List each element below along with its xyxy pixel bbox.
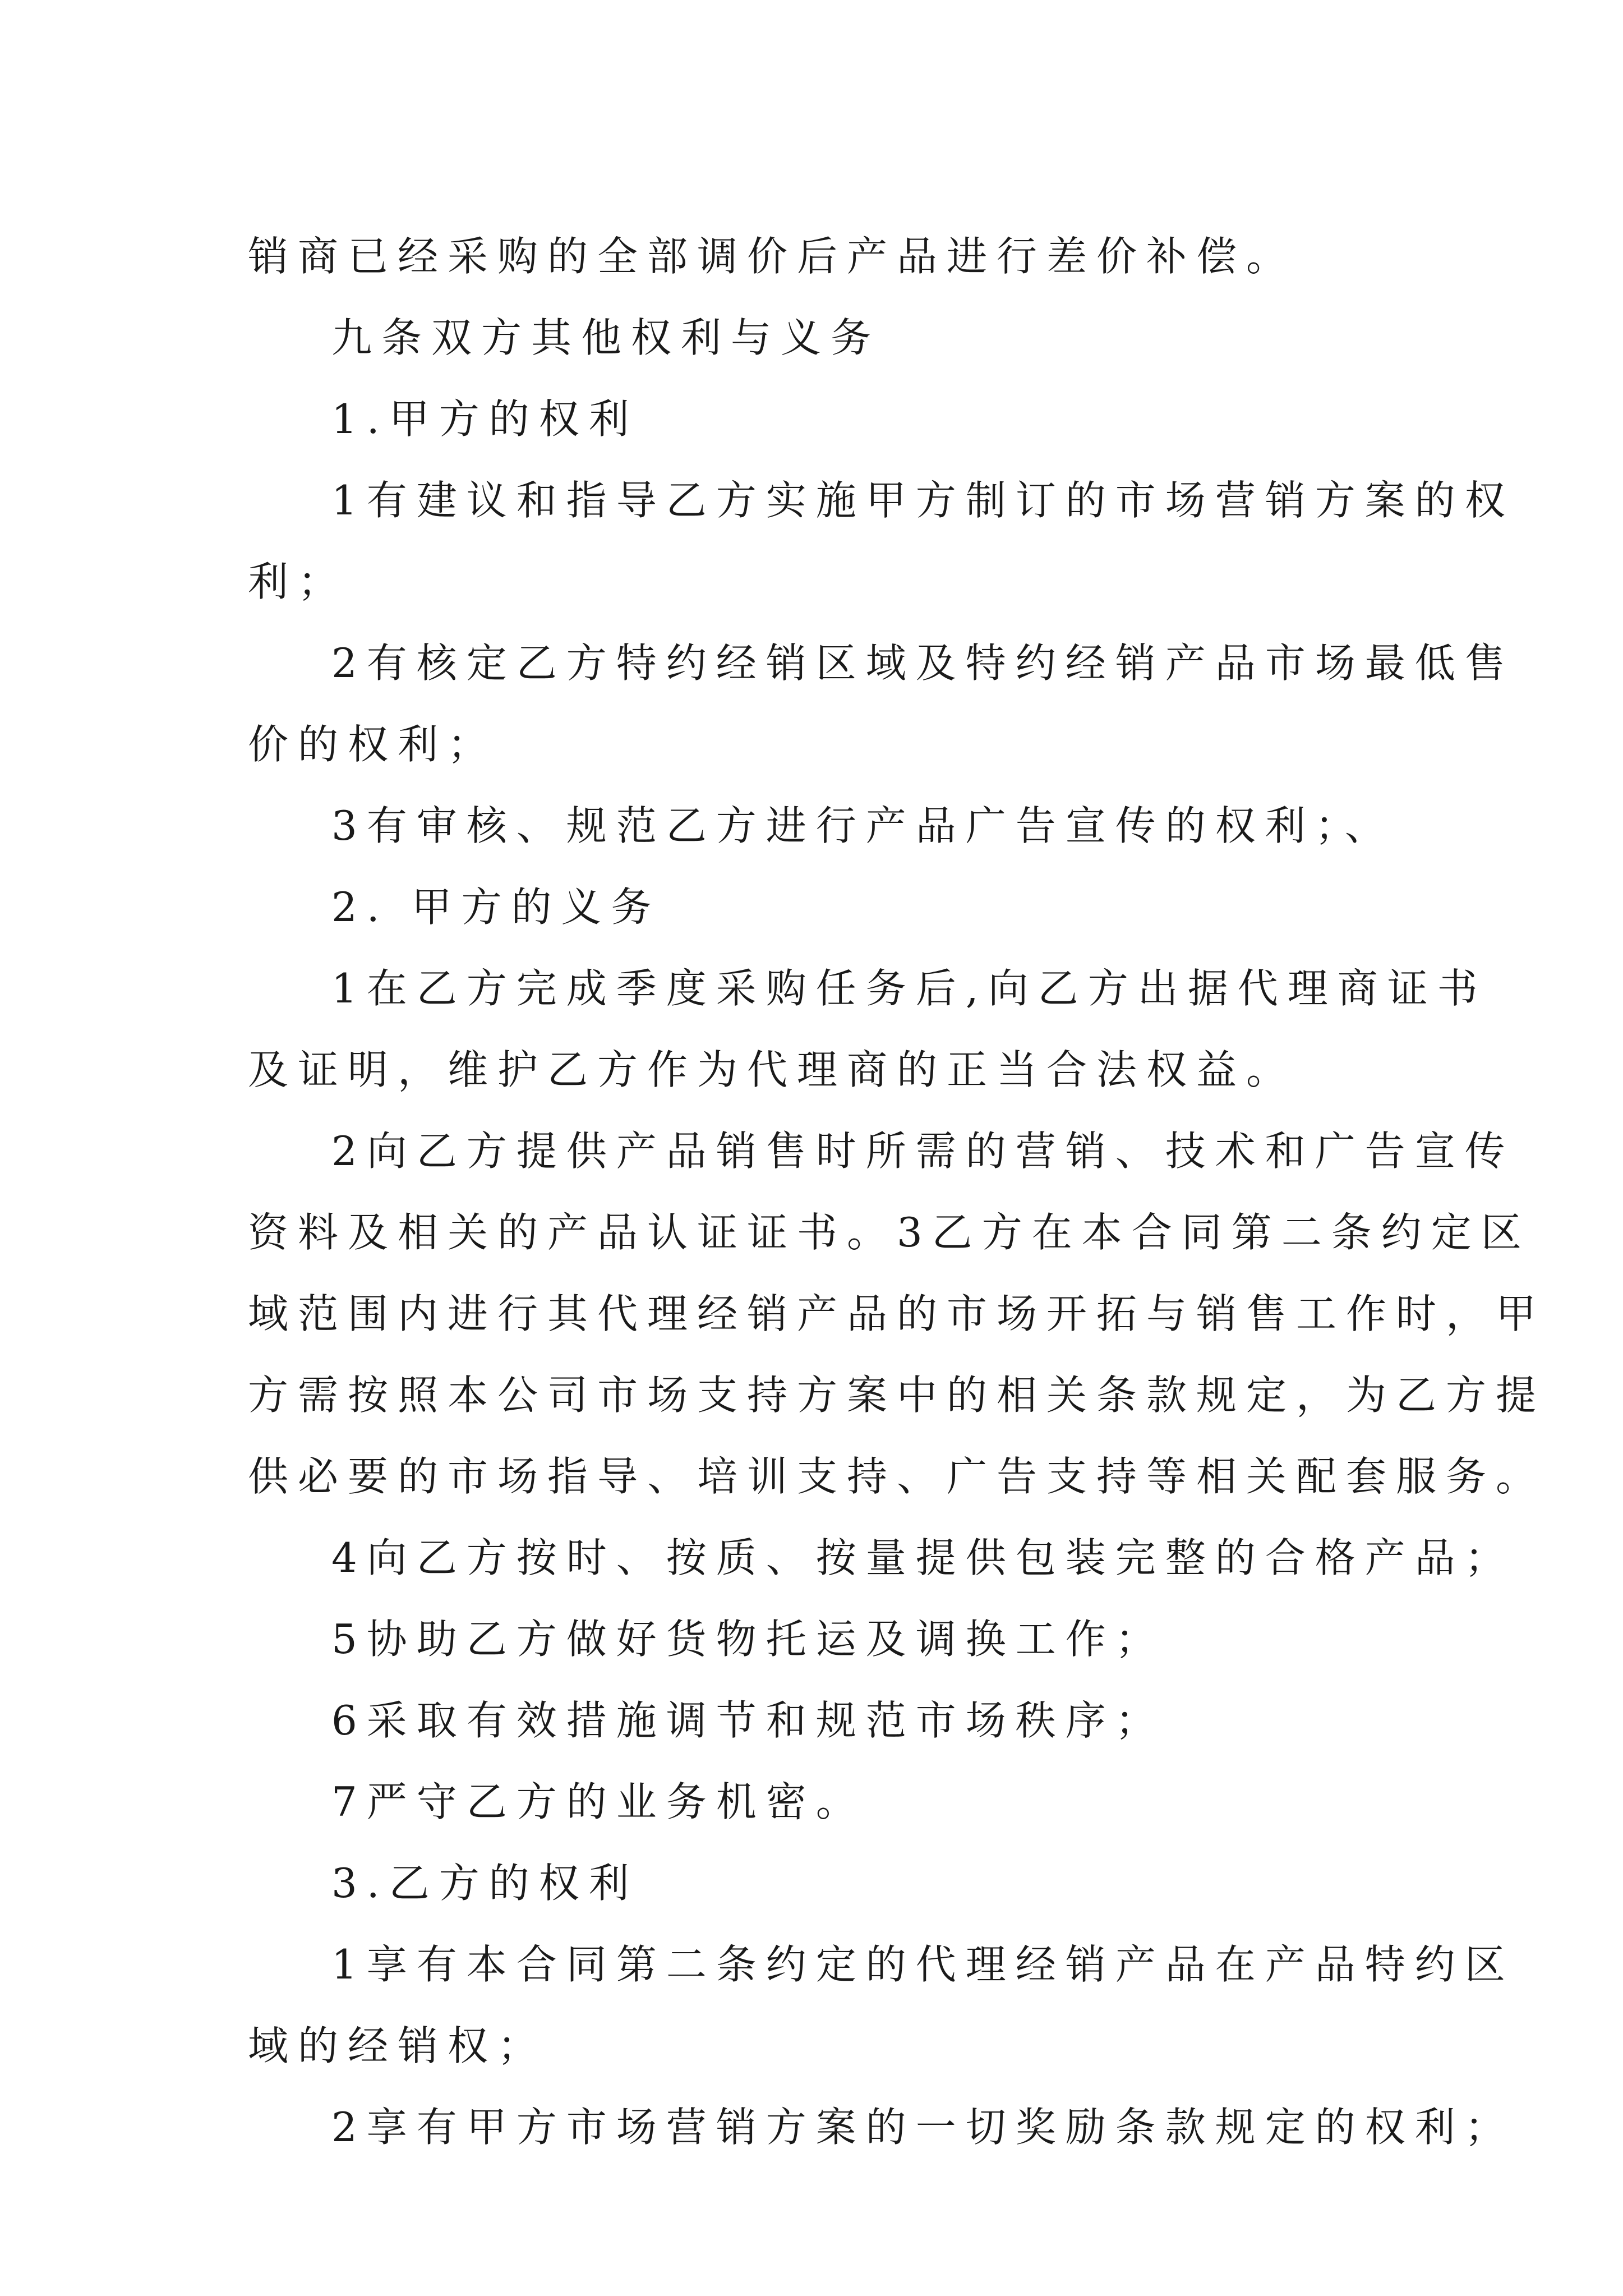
text-line: 域的经销权；	[248, 2022, 548, 2069]
text-line: 1享有本合同第二条约定的代理经销产品在产品特约区	[331, 1941, 1515, 1988]
text-line: 2享有甲方市场营销方案的一切奖励条款规定的权利；	[331, 2104, 1515, 2151]
text-line: 及证明，维护乙方作为代理商的正当合法权益。	[248, 1046, 1297, 1093]
text-line: 利；	[248, 558, 348, 605]
text-line: 1在乙方完成季度采购任务后,向乙方出据代理商证书	[331, 965, 1487, 1012]
text-line: 2向乙方提供产品销售时所需的营销、技术和广告宣传	[331, 1128, 1515, 1175]
text-line: 方需按照本公司市场支持方案中的相关条款规定，为乙方提	[248, 1372, 1546, 1419]
text-line: 4向乙方按时、按质、按量提供包装完整的合格产品；	[331, 1534, 1515, 1581]
subsection-heading: 1.甲方的权利	[331, 395, 639, 443]
text-line: 销商已经采购的全部调价后产品进行差价补偿。	[248, 233, 1297, 280]
text-line: 3有审核、规范乙方进行产品广告宣传的权利；、	[331, 802, 1395, 849]
section-heading: 九条双方其他权利与义务	[331, 314, 881, 361]
text-line: 5协助乙方做好货物托运及调换工作；	[331, 1616, 1165, 1663]
document-body	[248, 216, 1546, 2168]
text-line: 资料及相关的产品认证证书。3乙方在本合同第二条约定区	[248, 1209, 1531, 1256]
text-line: 2有核定乙方特约经销区域及特约经销产品市场最低售	[331, 639, 1515, 687]
text-line: 1有建议和指导乙方实施甲方制订的市场营销方案的权	[331, 477, 1515, 524]
text-line: 7严守乙方的业务机密。	[331, 1778, 866, 1825]
text-line: 6采取有效措施调节和规范市场秩序；	[331, 1697, 1165, 1744]
text-line: 供必要的市场指导、培训支持、广告支持等相关配套服务。	[248, 1453, 1546, 1500]
subsection-heading: 3.乙方的权利	[331, 1860, 639, 1907]
text-line: 域范围内进行其代理经销产品的市场开拓与销售工作时，甲	[248, 1290, 1546, 1337]
subsection-heading: 2. 甲方的义务	[331, 884, 661, 931]
text-line: 价的权利；	[248, 721, 498, 768]
